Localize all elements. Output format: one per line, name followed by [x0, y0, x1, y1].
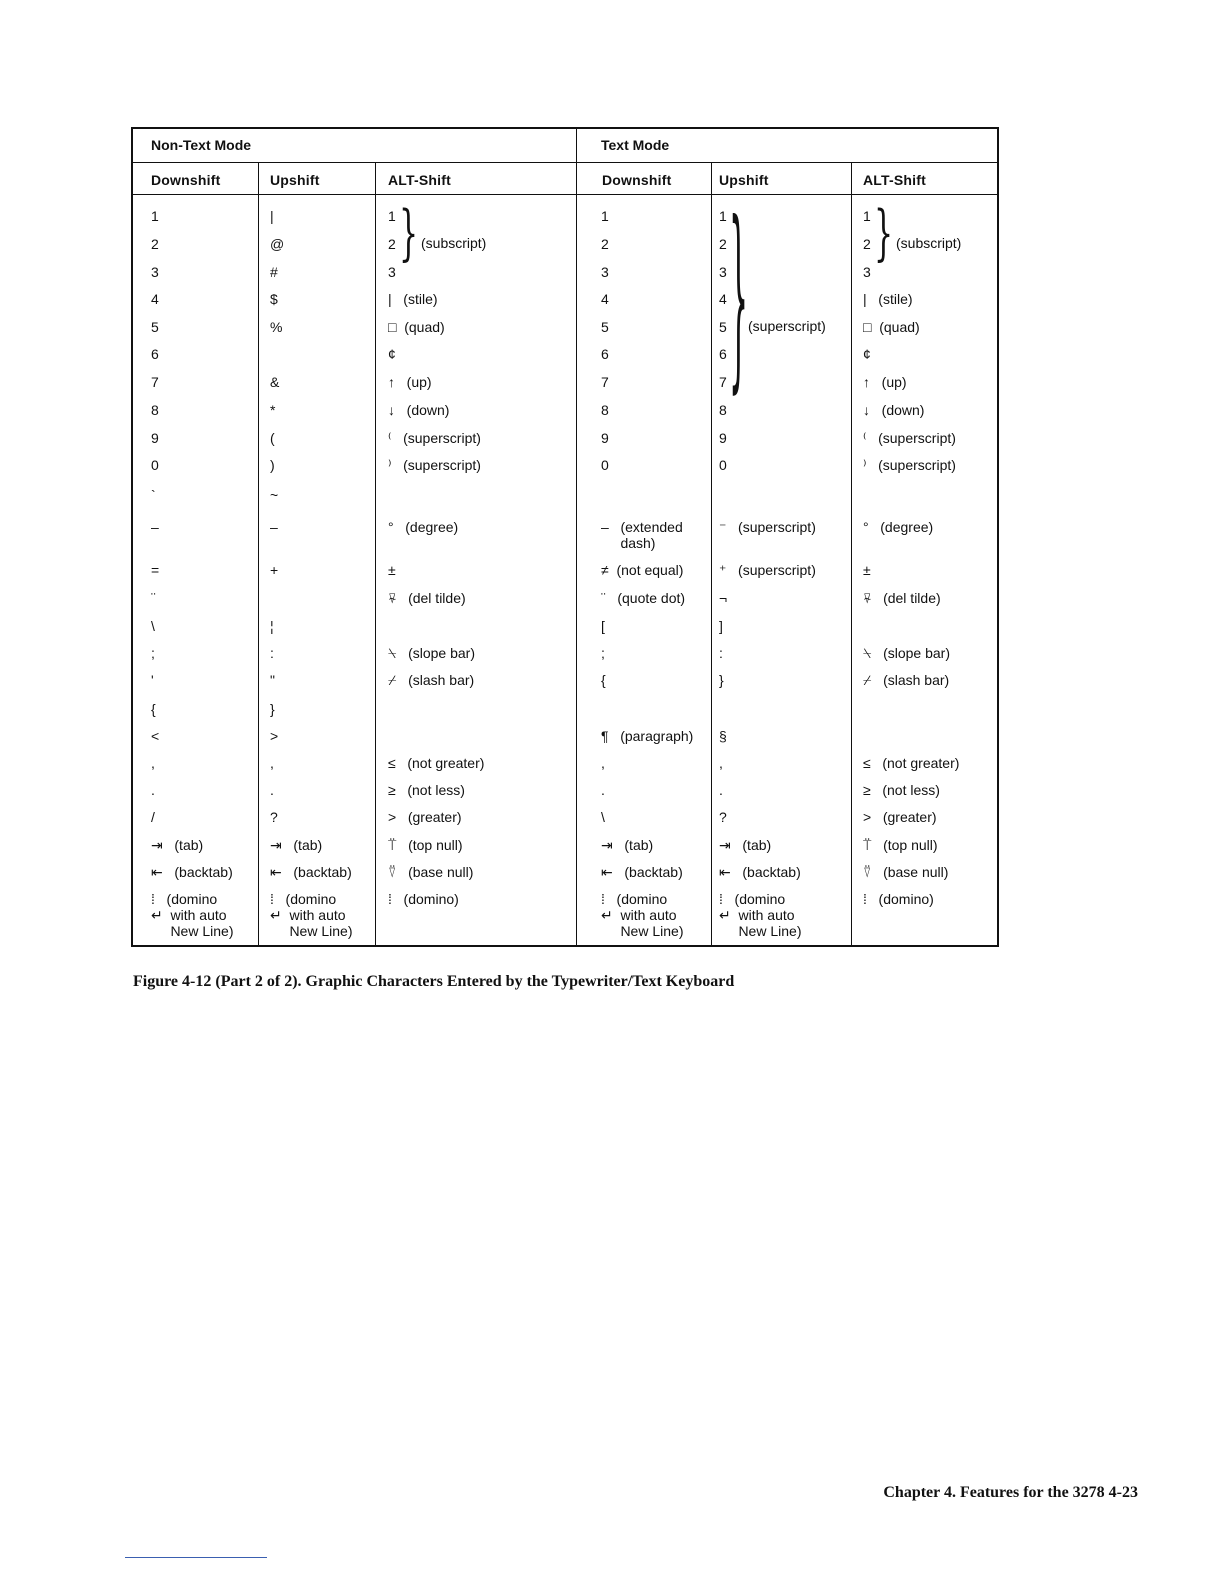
- table-cell: | (stile): [388, 291, 438, 307]
- table-cell: ¬: [719, 590, 728, 606]
- brace-icon: }: [729, 185, 749, 417]
- figure-caption: Figure 4-12 (Part 2 of 2). Graphic Characters Entered by the Typewriter/Text Keyboard: [133, 973, 735, 990]
- column-header: Upshift: [270, 172, 320, 188]
- table-cell: 0: [151, 457, 159, 473]
- table-cell: §: [719, 728, 727, 744]
- table-cell: 4: [151, 291, 159, 307]
- table-cell: ↑ (up): [863, 374, 907, 390]
- table-cell: @: [270, 236, 285, 252]
- table-cell: ]: [719, 618, 723, 634]
- table-cell: 2: [151, 236, 159, 252]
- table-cell: |: [270, 208, 274, 224]
- table-cell: > (greater): [388, 809, 462, 825]
- table-cell: ⁽ (superscript): [388, 430, 481, 446]
- table-cell: ⇥ (tab): [601, 837, 654, 853]
- table-cell: ,: [601, 755, 605, 771]
- table-cell: ↑ (up): [388, 374, 432, 390]
- table-cell: 1: [151, 208, 159, 224]
- table-cell: (: [270, 430, 275, 446]
- table-cell: ⍫ (del tilde): [863, 590, 941, 606]
- table-cell: 9: [151, 430, 159, 446]
- table-cell: □ (quad): [863, 319, 920, 335]
- mode-divider: [576, 129, 577, 945]
- table-cell: ¢: [863, 346, 871, 362]
- table-cell: ↓ (down): [388, 402, 450, 418]
- mode-header-non-text: Non-Text Mode: [151, 137, 252, 153]
- table-cell: <: [151, 728, 160, 744]
- table-cell: 2: [863, 236, 871, 252]
- table-cell: 5: [601, 319, 609, 335]
- table-cell: ° (degree): [863, 519, 934, 535]
- table-cell: }: [270, 701, 275, 717]
- column-header: ALT-Shift: [863, 172, 926, 188]
- table-cell: \: [151, 618, 155, 634]
- table-cell: +: [270, 562, 279, 578]
- table-cell: ⁞ (domino ↵ with auto New Line): [270, 891, 353, 939]
- table-cell: ⇤ (backtab): [270, 864, 352, 880]
- table-cell: ≤ (not greater): [863, 755, 960, 771]
- table-cell: 7: [151, 374, 159, 390]
- table-cell: ⁽ (superscript): [863, 430, 956, 446]
- table-cell: ⁻ (superscript): [719, 519, 816, 535]
- table-cell: ⇤ (backtab): [151, 864, 233, 880]
- table-cell: ⇥ (tab): [719, 837, 772, 853]
- table-cell: ": [270, 672, 275, 688]
- table-cell: ≠ (not equal): [601, 562, 684, 578]
- footnote-rule: [125, 1557, 267, 1558]
- table-cell: 7: [601, 374, 609, 390]
- table-cell: 8: [151, 402, 159, 418]
- table-cell: ;: [151, 645, 155, 661]
- table-cell: ⁾ (superscript): [388, 457, 481, 473]
- table-cell: 1: [863, 208, 871, 224]
- table-cell: ≤ (not greater): [388, 755, 485, 771]
- mode-header-rule: [133, 162, 997, 163]
- table-cell: ⁞ (domino ↵ with auto New Line): [719, 891, 802, 939]
- superscript-brace-label: (superscript): [748, 318, 826, 334]
- table-cell: 4: [719, 291, 727, 307]
- table-cell: .: [601, 782, 605, 798]
- table-cell: ⍢ (base null): [388, 864, 474, 880]
- table-cell: 2: [719, 236, 727, 252]
- table-cell: ° (degree): [388, 519, 459, 535]
- table-cell: 9: [601, 430, 609, 446]
- table-cell: ≥ (not less): [388, 782, 465, 798]
- table-cell: ¨: [151, 590, 156, 606]
- table-cell: ⍀ (slope bar): [388, 645, 475, 661]
- brace-icon: }: [399, 199, 419, 269]
- table-cell: 5: [719, 319, 727, 335]
- column-divider: [375, 162, 376, 945]
- table-cell: ⁞ (domino ↵ with auto New Line): [151, 891, 234, 939]
- table-cell: 7: [719, 374, 727, 390]
- table-cell: 8: [719, 402, 727, 418]
- table-cell: ⁺ (superscript): [719, 562, 816, 578]
- table-cell: #: [270, 264, 278, 280]
- table-cell: ?: [719, 809, 727, 825]
- table-cell: 3: [388, 264, 396, 280]
- table-cell: 3: [863, 264, 871, 280]
- table-cell: ≥ (not less): [863, 782, 940, 798]
- brace-icon: }: [874, 199, 894, 269]
- table-cell: 8: [601, 402, 609, 418]
- column-header: ALT-Shift: [388, 172, 451, 188]
- table-cell: ?: [270, 809, 278, 825]
- table-cell: ,: [151, 755, 155, 771]
- table-cell: 0: [719, 457, 727, 473]
- table-cell: ¨ (quote dot): [601, 590, 686, 606]
- column-divider: [258, 162, 259, 945]
- page-footer: Chapter 4. Features for the 3278 4-23: [883, 1484, 1138, 1501]
- subscript-brace-label: (subscript): [421, 235, 487, 251]
- table-cell: ): [270, 457, 275, 473]
- table-cell: 1: [388, 208, 396, 224]
- table-cell: =: [151, 562, 160, 578]
- table-cell: $: [270, 291, 278, 307]
- table-cell: &: [270, 374, 280, 390]
- table-cell: ,: [270, 755, 274, 771]
- table-cell: {: [151, 701, 156, 717]
- table-cell: 5: [151, 319, 159, 335]
- table-cell: –: [151, 519, 159, 535]
- table-cell: .: [719, 782, 723, 798]
- column-header: Upshift: [719, 172, 769, 188]
- table-cell: 9: [719, 430, 727, 446]
- table-cell: 6: [601, 346, 609, 362]
- table-cell: ⇥ (tab): [270, 837, 323, 853]
- mode-header-text: Text Mode: [601, 137, 670, 153]
- table-cell: ⇤ (backtab): [719, 864, 801, 880]
- table-cell: ⁾ (superscript): [863, 457, 956, 473]
- table-cell: [: [601, 618, 605, 634]
- table-cell: ~: [270, 487, 279, 503]
- table-cell: ⌿ (slash bar): [863, 672, 950, 688]
- table-cell: :: [270, 645, 274, 661]
- table-cell: .: [270, 782, 274, 798]
- table-cell: ¢: [388, 346, 396, 362]
- column-divider: [711, 162, 712, 945]
- table-cell: *: [270, 402, 276, 418]
- column-divider: [851, 162, 852, 945]
- table-cell: .: [151, 782, 155, 798]
- table-cell: ¦: [270, 618, 274, 634]
- table-cell: | (stile): [863, 291, 913, 307]
- table-cell: ↓ (down): [863, 402, 925, 418]
- table-cell: 3: [719, 264, 727, 280]
- table-cell: □ (quad): [388, 319, 445, 335]
- table-cell: %: [270, 319, 283, 335]
- table-cell: ¶ (paragraph): [601, 728, 694, 744]
- table-cell: 3: [151, 264, 159, 280]
- table-cell: 2: [601, 236, 609, 252]
- graphic-characters-table: [131, 127, 999, 947]
- table-cell: ⌿ (slash bar): [388, 672, 475, 688]
- column-header: Downshift: [602, 172, 672, 188]
- table-cell: ;: [601, 645, 605, 661]
- table-cell: 1: [719, 208, 727, 224]
- table-cell: 3: [601, 264, 609, 280]
- table-cell: ⍡ (top null): [863, 837, 938, 853]
- column-header: Downshift: [151, 172, 221, 188]
- table-cell: 2: [388, 236, 396, 252]
- table-cell: ±: [388, 562, 396, 578]
- table-cell: ⍢ (base null): [863, 864, 949, 880]
- table-cell: ⁞ (domino): [863, 891, 934, 907]
- table-cell: :: [719, 645, 723, 661]
- table-cell: 6: [719, 346, 727, 362]
- table-cell: >: [270, 728, 279, 744]
- table-cell: 4: [601, 291, 609, 307]
- table-cell: ⁞ (domino ↵ with auto New Line): [601, 891, 684, 939]
- table-cell: ⇤ (backtab): [601, 864, 683, 880]
- table-cell: ⁞ (domino): [388, 891, 459, 907]
- table-cell: ,: [719, 755, 723, 771]
- table-cell: > (greater): [863, 809, 937, 825]
- table-cell: 0: [601, 457, 609, 473]
- table-cell: ': [151, 672, 154, 688]
- table-cell: –: [270, 519, 278, 535]
- table-cell: ⍀ (slope bar): [863, 645, 950, 661]
- table-cell: `: [151, 487, 156, 503]
- table-cell: ⇥ (tab): [151, 837, 204, 853]
- column-header-rule: [133, 194, 997, 195]
- table-cell: }: [719, 672, 724, 688]
- table-cell: ⍫ (del tilde): [388, 590, 466, 606]
- table-cell: {: [601, 672, 606, 688]
- table-cell: /: [151, 809, 155, 825]
- table-cell: – (extended dash): [601, 519, 683, 551]
- subscript-brace-label: (subscript): [896, 235, 962, 251]
- table-cell: 1: [601, 208, 609, 224]
- table-cell: ±: [863, 562, 871, 578]
- table-cell: \: [601, 809, 605, 825]
- table-cell: 6: [151, 346, 159, 362]
- table-cell: ⍡ (top null): [388, 837, 463, 853]
